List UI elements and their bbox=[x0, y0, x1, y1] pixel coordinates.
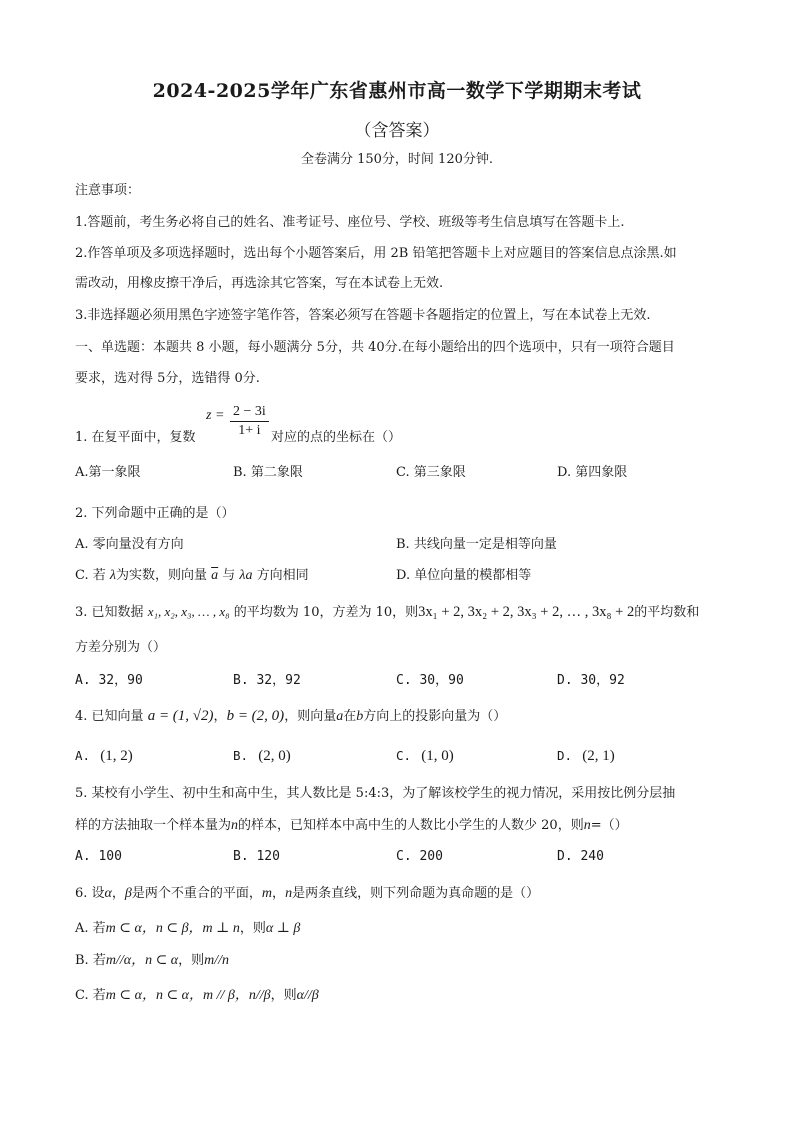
q6-option-a-math: m ⊂ α，n ⊂ β，m ⊥ n bbox=[105, 921, 240, 936]
q5-line-2-suffix: =（） bbox=[590, 818, 628, 833]
q6-option-b-conclusion: m//n bbox=[204, 953, 230, 968]
q1-option-a: A.第一象限 bbox=[75, 465, 141, 480]
note-1: 1.答题前，考生务必将自己的姓名、准考证号、座位号、学校、班级等考生信息填写在答题卡上. bbox=[75, 215, 625, 230]
notes-heading: 注意事项： bbox=[75, 183, 141, 198]
exam-info: 全卷满分 150分，时间 120分钟. bbox=[300, 152, 494, 167]
q5-option-b: B. 120 bbox=[233, 849, 280, 864]
section-heading-line-2: 要求，选对得 5分，选错得 0分. bbox=[75, 371, 260, 386]
q4-vector-b-def: b = (2, 0) bbox=[226, 708, 285, 724]
q5-line-1: 5. 某校有小学生、初中生和高中生，其人数比是 5:4:3，为了解该校学生的视力情况，采用按比例分层抽 bbox=[75, 786, 676, 801]
q4-option-a bbox=[75, 748, 133, 765]
note-2-line-1: 2.作答单项及多项选择题时，选出每个小题答案后，用 2B 铅笔把答题卡上对应题目的答案信息点涂黑.如 bbox=[75, 246, 677, 261]
q3-data: x₁, x₂, x₃, … , x₈ bbox=[147, 604, 230, 619]
q4-option-b bbox=[233, 748, 291, 765]
q6-option-a-prefix: A. 若 bbox=[75, 921, 106, 936]
q5-line-2 bbox=[75, 818, 628, 834]
q2-option-a: A. 零向量没有方向 bbox=[75, 537, 184, 552]
q4-option-c-value: (1, 0) bbox=[421, 748, 454, 764]
q1-prefix: 1. 在复平面中，复数 bbox=[75, 430, 196, 445]
section-heading-line-1: 一、单选题：本题共 8 小题，每小题满分 5分，共 40分.在每小题给出的四个选项中，只有一项符合题目 bbox=[75, 340, 675, 355]
q4-option-d bbox=[557, 748, 615, 765]
q3-option-c: C. 30，90 bbox=[396, 673, 464, 688]
page-title: 2024-2025学年广东省惠州市高一数学下学期期末考试 bbox=[152, 80, 642, 102]
q3-suffix: 的平均数和 bbox=[634, 605, 700, 620]
q4-line bbox=[75, 708, 506, 725]
q6-option-c bbox=[75, 988, 319, 1004]
q6-comma-1: ， bbox=[111, 886, 125, 901]
q6-stem bbox=[75, 886, 539, 902]
q4-option-a-letter: A. bbox=[75, 748, 91, 763]
q3-line-2: 方差分别为（） bbox=[75, 640, 167, 655]
q2-vector-lambda-a: λa bbox=[239, 568, 253, 583]
q1-z-label: z = bbox=[206, 408, 225, 423]
q3-mid: 的平均数为 10，方差为 10，则 bbox=[233, 605, 419, 620]
q2-vector-a: $\overline{a}$ bbox=[211, 568, 219, 583]
q3-option-d: D. 30，92 bbox=[557, 673, 625, 688]
q6-option-c-mid: ，则 bbox=[270, 988, 297, 1003]
q6-alpha: α bbox=[104, 886, 112, 901]
q5-line-2-prefix: 样的方法抽取一个样本量为 bbox=[75, 818, 232, 833]
q5-n-1: n bbox=[231, 818, 239, 833]
q6-option-c-conclusion: α//β bbox=[296, 988, 319, 1003]
q6-option-b-prefix: B. 若 bbox=[75, 953, 106, 968]
q4-option-c bbox=[396, 748, 454, 765]
q6-option-b bbox=[75, 953, 229, 969]
q1-option-c: C. 第三象限 bbox=[396, 465, 466, 480]
q6-option-a-mid: ，则 bbox=[239, 921, 266, 936]
q5-option-d: D. 240 bbox=[557, 849, 604, 864]
q3-option-a: A. 32，90 bbox=[75, 673, 143, 688]
note-3: 3.非选择题必须用黑色字迹签字笔作答，答案必须写在答题卡各题指定的位置上，写在本试卷上无效. bbox=[75, 308, 651, 323]
page-subtitle: （含答案） bbox=[354, 121, 440, 141]
q6-stem-mid: 是两个不重合的平面， bbox=[131, 886, 262, 901]
q4-suffix: 方向上的投影向量为（） bbox=[363, 709, 507, 724]
q4-on: 在 bbox=[343, 709, 357, 724]
q6-option-a bbox=[75, 921, 300, 937]
q4-mid: ，则向量 bbox=[284, 709, 337, 724]
q5-line-2-mid: 的样本，已知样本中高中生的人数比小学生的人数少 20，则 bbox=[238, 818, 584, 833]
q6-option-b-math: m//α，n ⊂ α bbox=[105, 953, 179, 968]
q2-option-c-text-3: 方向相同 bbox=[256, 568, 309, 583]
q4-option-c-letter: C. bbox=[396, 748, 412, 763]
q2-option-c-text-2: 与 bbox=[222, 568, 236, 583]
q2-option-b: B. 共线向量一定是相等向量 bbox=[396, 537, 557, 552]
q2-option-d: D. 单位向量的模都相等 bbox=[396, 568, 532, 583]
q4-option-b-value: (2, 0) bbox=[258, 748, 291, 764]
q2-lambda: λ bbox=[109, 568, 116, 583]
q2-option-c bbox=[75, 568, 309, 584]
q4-option-d-letter: D. bbox=[557, 748, 573, 763]
q1-numerator: 2 − 3i bbox=[230, 404, 269, 422]
q6-stem-prefix: 6. 设 bbox=[75, 886, 105, 901]
q6-option-a-conclusion: α ⊥ β bbox=[265, 921, 301, 936]
q1-option-b: B. 第二象限 bbox=[233, 465, 303, 480]
q2-option-c-prefix: C. 若 bbox=[75, 568, 106, 583]
q6-m: m bbox=[261, 886, 273, 901]
q3-line-1 bbox=[75, 604, 699, 621]
q1-suffix: 对应的点的坐标在（） bbox=[271, 430, 402, 445]
q2-option-c-text-1: 为实数，则向量 bbox=[115, 568, 207, 583]
q3-prefix: 3. 已知数据 bbox=[75, 605, 144, 620]
q1-fraction bbox=[230, 404, 269, 439]
q4-vector-b: b bbox=[356, 709, 364, 724]
q4-option-d-value: (2, 1) bbox=[582, 748, 615, 764]
q4-option-a-value: (1, 2) bbox=[100, 748, 133, 764]
q3-option-b: B. 32，92 bbox=[233, 673, 301, 688]
q6-beta: β bbox=[124, 886, 132, 901]
q1-denominator: 1+ i bbox=[238, 423, 261, 438]
q2-stem: 2. 下列命题中正确的是（） bbox=[75, 506, 235, 521]
q4-option-b-letter: B. bbox=[233, 748, 249, 763]
q6-option-b-mid: ，则 bbox=[178, 953, 205, 968]
q6-stem-suffix: 是两条直线，则下列命题为真命题的是（） bbox=[292, 886, 540, 901]
q4-prefix: 4. 已知向量 bbox=[75, 709, 144, 724]
q4-vector-a: a bbox=[336, 709, 344, 724]
note-2-line-2: 需改动，用橡皮擦干净后，再选涂其它答案，写在本试卷上无效. bbox=[75, 276, 444, 291]
q5-option-a: A. 100 bbox=[75, 849, 122, 864]
q6-option-c-math: m ⊂ α，n ⊂ α，m // β，n//β bbox=[105, 988, 271, 1003]
q5-n-2: n bbox=[583, 818, 591, 833]
q5-option-c: C. 200 bbox=[396, 849, 443, 864]
q6-comma-2: ， bbox=[272, 886, 286, 901]
q6-option-c-prefix: C. 若 bbox=[75, 988, 106, 1003]
q1-option-d: D. 第四象限 bbox=[557, 465, 628, 480]
q3-expression: 3x₁ + 2, 3x₂ + 2, 3x₃ + 2, … , 3x₈ + 2 bbox=[418, 604, 635, 620]
q4-separator: ， bbox=[213, 709, 227, 724]
q4-vector-a-def: a = (1, √2) bbox=[147, 708, 214, 724]
q6-n: n bbox=[285, 886, 293, 901]
